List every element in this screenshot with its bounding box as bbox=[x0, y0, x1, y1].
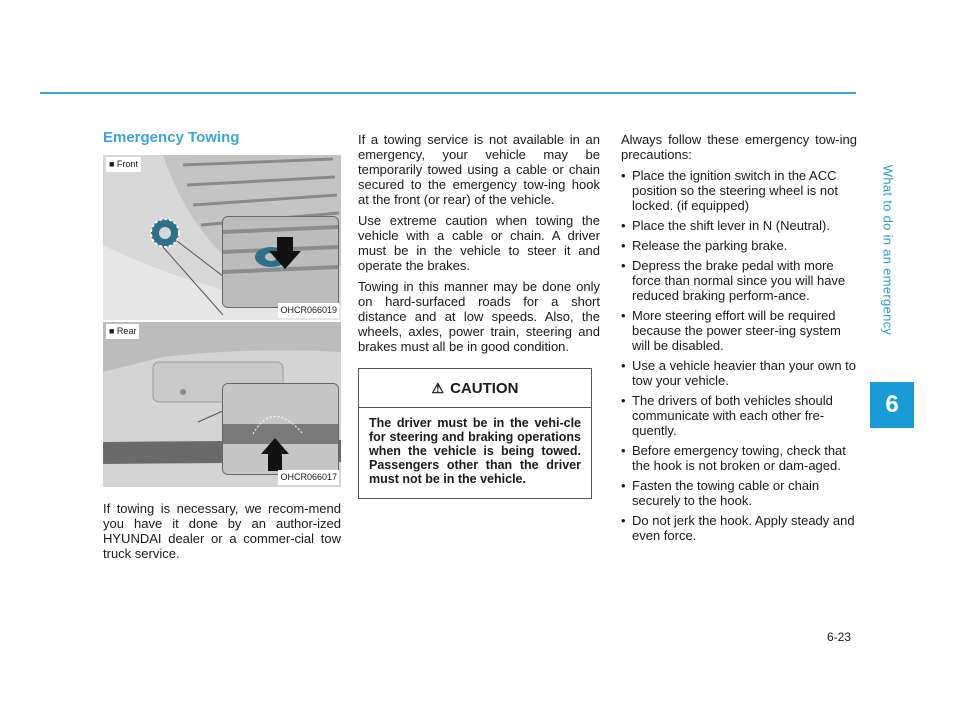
list-item: • Place the ignition switch in the ACC position so the steering wheel is not locked. (if equipped) bbox=[621, 168, 857, 213]
tow-hook-front-detail bbox=[223, 217, 338, 307]
list-item: • More steering effort will be required because the power steer-ing system will be disabled. bbox=[621, 308, 857, 353]
precautions-list bbox=[621, 168, 857, 543]
precautions-intro: Always follow these emergency tow-ing precautions: bbox=[621, 132, 857, 162]
column-right bbox=[621, 132, 857, 548]
caution-box bbox=[358, 368, 592, 499]
list-item: • Fasten the towing cable or chain securely to the hook. bbox=[621, 478, 857, 508]
figure-rear bbox=[103, 322, 341, 487]
list-item: • Before emergency towing, check that the hook is not broken or dam-aged. bbox=[621, 443, 857, 473]
column-middle bbox=[358, 132, 600, 499]
figure-front-label: ■ Front bbox=[106, 157, 141, 172]
list-item: • Use a vehicle heavier than your own to tow your vehicle. bbox=[621, 358, 857, 388]
front-hook-detail-inset bbox=[222, 216, 339, 308]
column-left bbox=[103, 130, 341, 567]
chapter-number-badge: 6 bbox=[870, 382, 914, 428]
paragraph: Towing in this manner may be done only on hard-surfaced roads for a short distance and at low speeds. Also, the wheels, axles, power train, steering and brakes must all be in good condition. bbox=[358, 279, 600, 354]
section-title: Emergency Towing bbox=[103, 129, 240, 146]
rear-hook-detail-inset bbox=[222, 383, 339, 475]
paragraph: If a towing service is not available in an emergency, your vehicle may be temporarily towed using a cable or chain secured to the emergency tow-ing hook at the front (or rear) of the vehicle. bbox=[358, 132, 600, 207]
caution-title: CAUTION bbox=[450, 379, 519, 397]
figure-rear-code: OHCR066017 bbox=[278, 470, 339, 485]
tow-hook-rear-detail bbox=[223, 384, 338, 474]
page-number: 6-23 bbox=[827, 630, 852, 644]
list-item: • Place the shift lever in N (Neutral). bbox=[621, 218, 857, 233]
list-item: • Depress the brake pedal with more force than normal since you will have reduced braking perform-ance. bbox=[621, 258, 857, 303]
list-item: • The drivers of both vehicles should communicate with each other fre-quently. bbox=[621, 393, 857, 438]
caution-header bbox=[359, 369, 591, 408]
intro-paragraph: If towing is necessary, we recom-mend you have it done by an author-ized HYUNDAI dealer or a commer-cial tow truck service. bbox=[103, 501, 341, 561]
list-item: • Do not jerk the hook. Apply steady and even force. bbox=[621, 513, 857, 543]
side-tab bbox=[868, 120, 908, 380]
header-rule bbox=[40, 92, 856, 94]
figure-rear-label: ■ Rear bbox=[106, 324, 139, 339]
side-tab-label: What to do in an emergency bbox=[880, 164, 896, 336]
figure-front-code: OHCR066019 bbox=[278, 303, 339, 318]
paragraph: Use extreme caution when towing the vehicle with a cable or chain. A driver must be in the vehicle to steer it and operate the brakes. bbox=[358, 213, 600, 273]
figure-front bbox=[103, 155, 341, 320]
caution-body: The driver must be in the vehi-cle for steering and braking operations when the vehicle is being towed. Passengers other than the driver must not be in the vehicle. bbox=[369, 416, 581, 486]
warning-triangle-icon: ⚠ bbox=[431, 379, 445, 396]
list-item: • Release the parking brake. bbox=[621, 238, 857, 253]
